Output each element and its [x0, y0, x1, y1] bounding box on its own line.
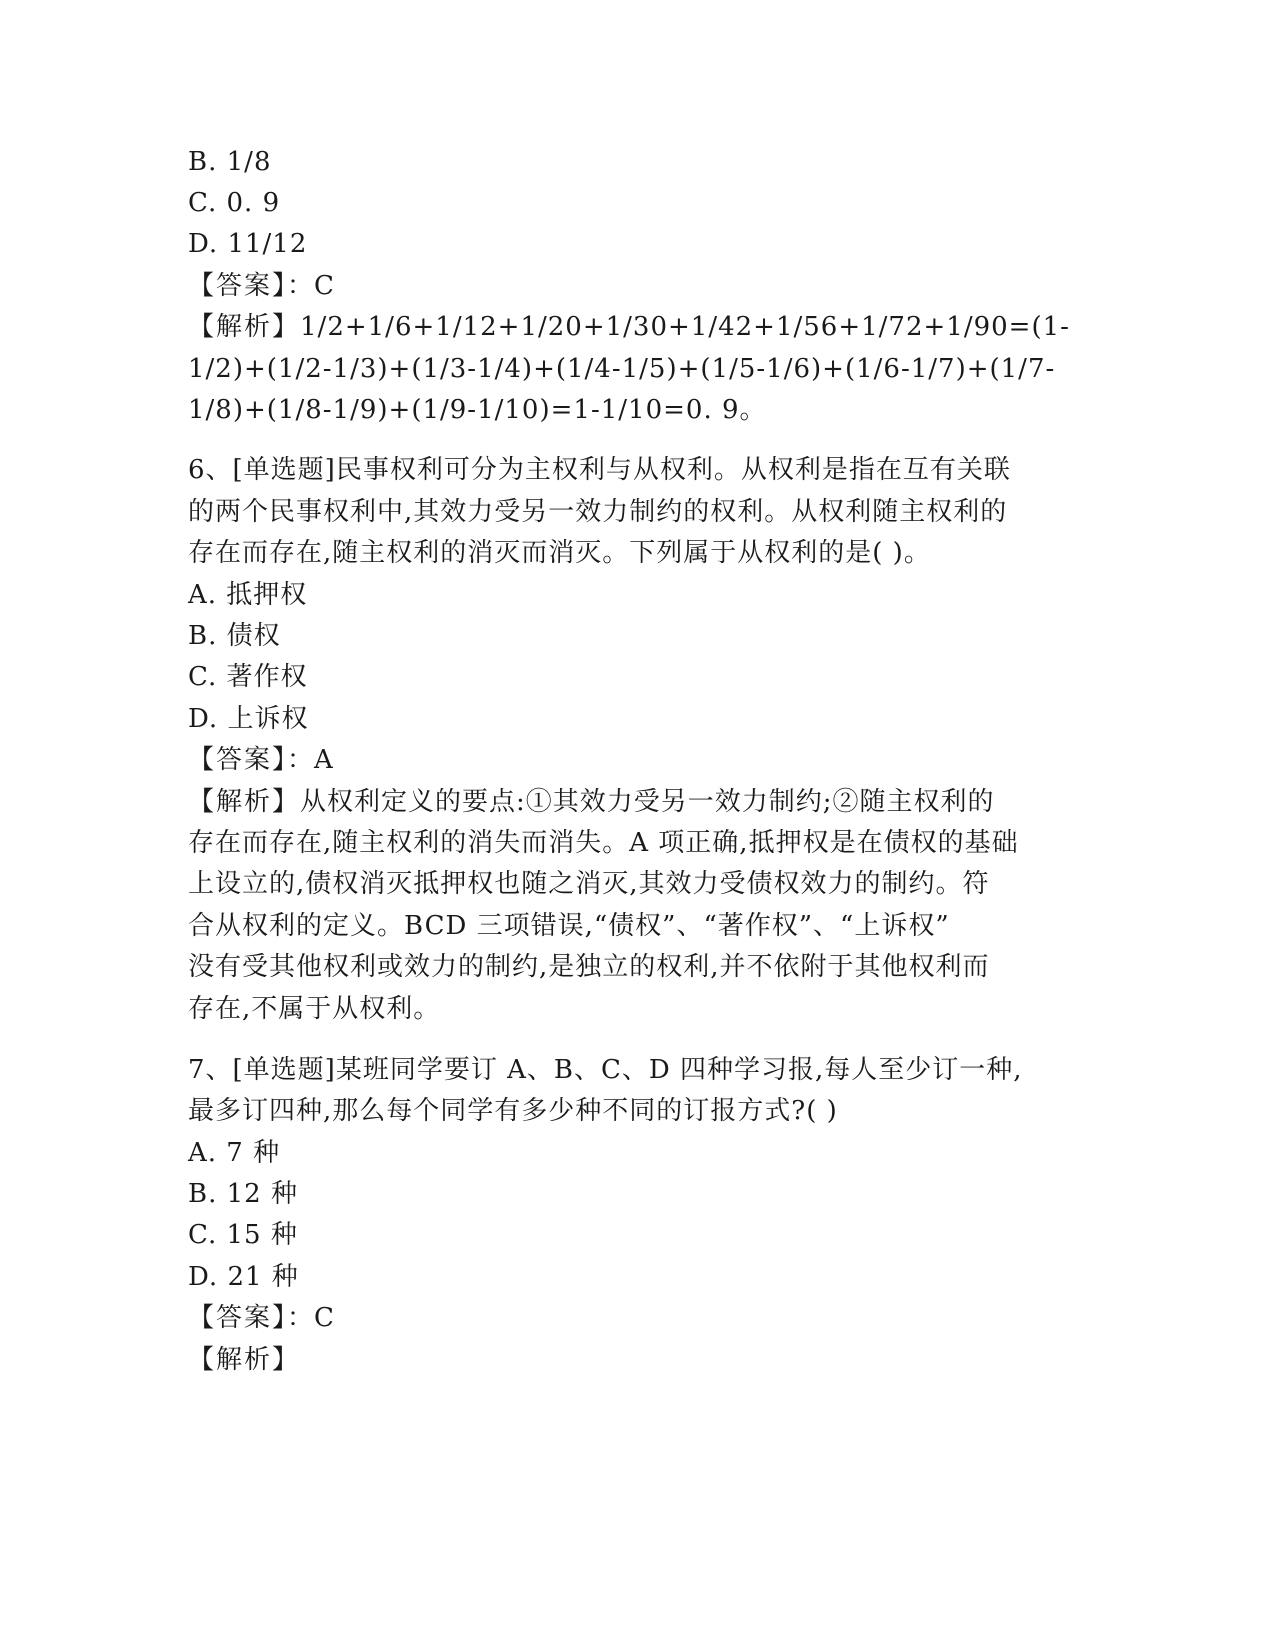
analysis-text: 从权利定义的要点:①其效力受另一效力制约;②随主权利的: [300, 787, 995, 817]
question-stem: 的两个民事权利中,其效力受另一效力制约的权利。从权利随主权利的: [188, 497, 1008, 527]
analysis-line: [188, 1342, 300, 1378]
analysis-text: 上设立的,债权消灭抵押权也随之消灭,其效力受债权效力的制约。符: [188, 869, 990, 899]
answer-label: 【答案】: [188, 745, 288, 775]
option-c: C. 15 种: [188, 1220, 298, 1250]
question-stem: 7、[单选题]某班同学要订 A、B、C、D 四种学习报,每人至少订一种,: [188, 1055, 1023, 1085]
option-c: C. 著作权: [188, 662, 308, 692]
option-d: D. 11/12: [188, 229, 308, 259]
analysis-text: 存在,不属于从权利。: [188, 994, 441, 1024]
option-b: B. 1/8: [188, 147, 272, 177]
analysis-line: [188, 784, 995, 820]
question-stem: 最多订四种,那么每个同学有多少种不同的订报方式?( ): [188, 1096, 838, 1126]
answer-label: 【答案】: [188, 271, 288, 301]
answer-value: ：A: [287, 745, 334, 775]
analysis-label: 【解析】: [188, 787, 301, 817]
answer-value: ：C: [287, 271, 335, 301]
answer-line: [188, 742, 334, 778]
question-stem: 6、[单选题]民事权利可分为主权利与从权利。从权利是指在互有关联: [188, 455, 1011, 485]
option-b: B. 债权: [188, 621, 281, 651]
analysis-label: 【解析】: [188, 1345, 301, 1375]
analysis-line: [188, 309, 1070, 345]
analysis-text: 1/2)+(1/2-1/3)+(1/3-1/4)+(1/4-1/5)+(1/5-1/6)+(1/6-1/7)+(1/7-: [188, 354, 1056, 384]
analysis-text: 没有受其他权利或效力的制约,是独立的权利,并不依附于其他权利而: [188, 952, 990, 982]
answer-line: [188, 1300, 335, 1336]
option-c: C. 0. 9: [188, 188, 281, 218]
analysis-text: 合从权利的定义。BCD 三项错误,“债权”、“著作权”、“上诉权”: [188, 911, 950, 941]
analysis-text: 存在而存在,随主权利的消失而消失。A 项正确,抵押权是在债权的基础: [188, 828, 1019, 858]
option-a: A. 抵押权: [188, 580, 308, 610]
analysis-text: 1/2+1/6+1/12+1/20+1/30+1/42+1/56+1/72+1/90=(1-: [300, 312, 1070, 342]
question-stem: 存在而存在,随主权利的消灭而消灭。下列属于从权利的是( )。: [188, 538, 931, 568]
analysis-text: 1/8)+(1/8-1/9)+(1/9-1/10)=1-1/10=0. 9。: [188, 395, 767, 425]
answer-label: 【答案】: [188, 1303, 288, 1333]
option-d: D. 21 种: [188, 1262, 299, 1292]
answer-value: ：C: [287, 1303, 335, 1333]
option-a: A. 7 种: [188, 1138, 281, 1168]
option-b: B. 12 种: [188, 1179, 298, 1209]
option-d: D. 上诉权: [188, 704, 309, 734]
answer-line: [188, 268, 335, 304]
analysis-label: 【解析】: [188, 312, 301, 342]
